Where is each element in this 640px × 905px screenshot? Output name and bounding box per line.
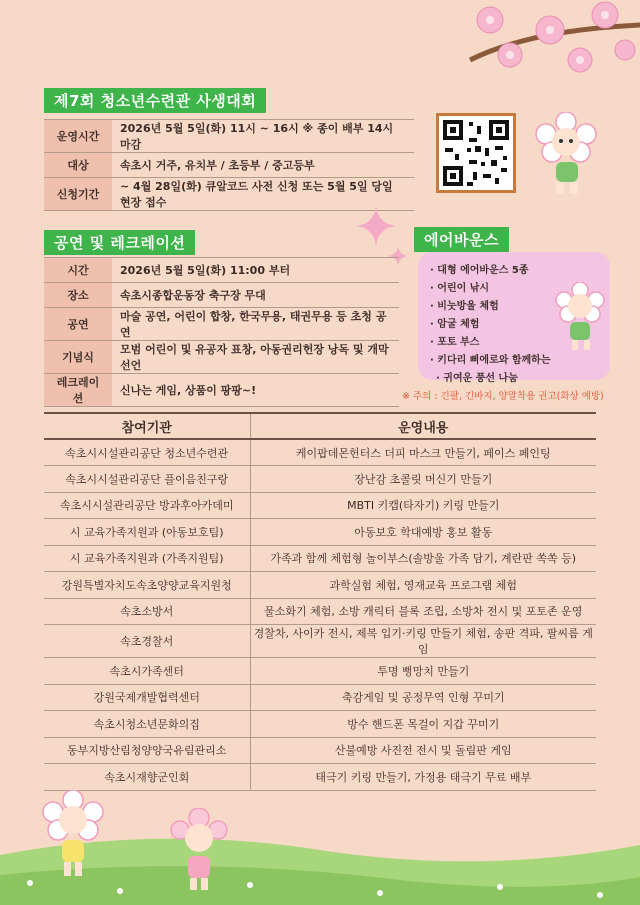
organization-cell: 속초시청소년문화의집 <box>44 711 250 738</box>
table-row <box>44 545 596 572</box>
section-title-air-bounce: 에어바운스 <box>414 227 509 252</box>
sparkle-icon <box>356 206 396 246</box>
organization-cell: 속초경찰서 <box>44 625 250 658</box>
section-title-performance: 공연 및 레크레이션 <box>44 230 195 255</box>
list-item: · 포토 부스 <box>430 334 598 352</box>
table-row <box>44 153 414 178</box>
table-row <box>44 519 596 546</box>
list-item: · 대형 에어바운스 5종 <box>430 262 598 280</box>
table-row <box>44 439 596 466</box>
organization-cell: 강원특별자치도속초양양교육지원청 <box>44 572 250 599</box>
program-cell: 물소화기 체험, 소방 캐릭터 블록 조립, 소방차 전시 및 포토존 운영 <box>250 598 596 625</box>
organization-cell: 시 교육가족지원과 (아동보호팀) <box>44 519 250 546</box>
organization-cell: 속초시시설관리공단 방과후아카데미 <box>44 492 250 519</box>
list-item: · 암굴 체험 <box>430 316 598 334</box>
table-row <box>44 341 399 374</box>
qr-code-icon[interactable] <box>436 113 516 193</box>
program-cell: 아동보호 학대예방 홍보 활동 <box>250 519 596 546</box>
row-label: 장소 <box>44 283 112 308</box>
row-value: ~ 4월 28일(화) 큐알코드 사전 신청 또는 5월 5일 당일 현장 접수 <box>112 178 414 211</box>
program-cell: 산불예방 사진전 전시 및 돌림판 게임 <box>250 737 596 764</box>
program-cell: 축감게임 및 공정무역 인형 꾸미기 <box>250 684 596 711</box>
row-label: 레크레이션 <box>44 374 112 407</box>
table-row <box>44 374 399 407</box>
row-value: 신나는 게임, 상품이 팡팡~! <box>112 374 399 407</box>
table-row <box>44 625 596 658</box>
program-cell: 장난감 초콜릿 머신기 만들기 <box>250 466 596 493</box>
program-cell: MBTI 키캡(타자기) 키링 만들기 <box>250 492 596 519</box>
row-label: 신청기간 <box>44 178 112 211</box>
art-contest-table <box>44 119 414 211</box>
table-row <box>44 684 596 711</box>
table-row <box>44 466 596 493</box>
program-cell: 투명 뻥망치 만들기 <box>250 658 596 685</box>
table-row <box>44 764 596 791</box>
blossom-character-icon <box>532 112 600 198</box>
blossom-character-icon <box>168 808 230 894</box>
participating-organizations-table <box>44 412 596 791</box>
organization-cell: 속초시시설관리공단 플이음친구랑 <box>44 466 250 493</box>
program-cell: 태극기 키링 만들기, 가정용 태극기 무료 배부 <box>250 764 596 791</box>
program-cell: 가족과 함께 체험형 놀이부스(솔방울 가족 담기, 계란판 쏙쏙 등) <box>250 545 596 572</box>
table-row <box>44 258 399 283</box>
column-header: 참여기관 <box>44 413 250 439</box>
program-cell: 방수 핸드폰 목걸이 지갑 꾸미기 <box>250 711 596 738</box>
row-label: 대상 <box>44 153 112 178</box>
program-cell: 과학실험 체험, 영재교육 프로그램 체험 <box>250 572 596 599</box>
row-value: 속초시종합운동장 축구장 무대 <box>112 283 399 308</box>
cherry-blossom-branch-icon <box>450 0 640 90</box>
table-row <box>44 737 596 764</box>
row-value: 마술 공연, 어린이 합창, 한국무용, 태권무용 등 초청 공연 <box>112 308 399 341</box>
list-item: · 귀여운 풍선 나눔 <box>430 370 598 388</box>
program-cell: 케이팝데몬헌터스 더피 마스크 만들기, 페이스 페인팅 <box>250 439 596 466</box>
table-row <box>44 283 399 308</box>
table-row <box>44 308 399 341</box>
row-value: 2026년 5월 5일(화) 11:00 부터 <box>112 258 399 283</box>
list-item: · 비눗방울 체험 <box>430 298 598 316</box>
blossom-character-icon <box>38 790 108 880</box>
row-label: 운영시간 <box>44 120 112 153</box>
row-label: 시간 <box>44 258 112 283</box>
organization-cell: 속초시재향군인회 <box>44 764 250 791</box>
column-header: 운영내용 <box>250 413 596 439</box>
blossom-character-icon <box>552 282 608 354</box>
list-item: · 키다리 삐에로와 함께하는 <box>430 352 598 370</box>
organization-cell: 속초시시설관리공단 청소년수련관 <box>44 439 250 466</box>
program-cell: 경찰차, 사이카 전시, 제복 입기·키링 만들기 체험, 송판 격파, 팔씨름 게임 <box>250 625 596 658</box>
organization-cell: 속초소방서 <box>44 598 250 625</box>
section-title-art-contest: 제7회 청소년수련관 사생대회 <box>44 88 266 113</box>
organization-cell: 동부지방산림청양양국유림관리소 <box>44 737 250 764</box>
organization-cell: 속초시가족센터 <box>44 658 250 685</box>
row-value: 모범 어린이 및 유공자 표창, 아동권리헌장 낭독 및 개막 선언 <box>112 341 399 374</box>
row-value: 속초시 거주, 유치부 / 초등부 / 중고등부 <box>112 153 414 178</box>
table-row <box>44 120 414 153</box>
row-value: 2026년 5월 5일(화) 11시 ~ 16시 ※ 종이 배부 14시 마감 <box>112 120 414 153</box>
row-label: 공연 <box>44 308 112 341</box>
table-row <box>44 492 596 519</box>
table-row <box>44 572 596 599</box>
list-item: · 어린이 낚시 <box>430 280 598 298</box>
organization-cell: 강원국제개발협력센터 <box>44 684 250 711</box>
row-label: 기념식 <box>44 341 112 374</box>
warning-note: ※ 주의 : 긴팔, 긴바지, 양말착용 권고(화상 예방) <box>402 391 604 402</box>
table-row <box>44 711 596 738</box>
table-header-row <box>44 413 596 439</box>
organization-cell: 시 교육가족지원과 (가족지원팀) <box>44 545 250 572</box>
table-row <box>44 658 596 685</box>
performance-table <box>44 257 399 407</box>
table-row <box>44 598 596 625</box>
